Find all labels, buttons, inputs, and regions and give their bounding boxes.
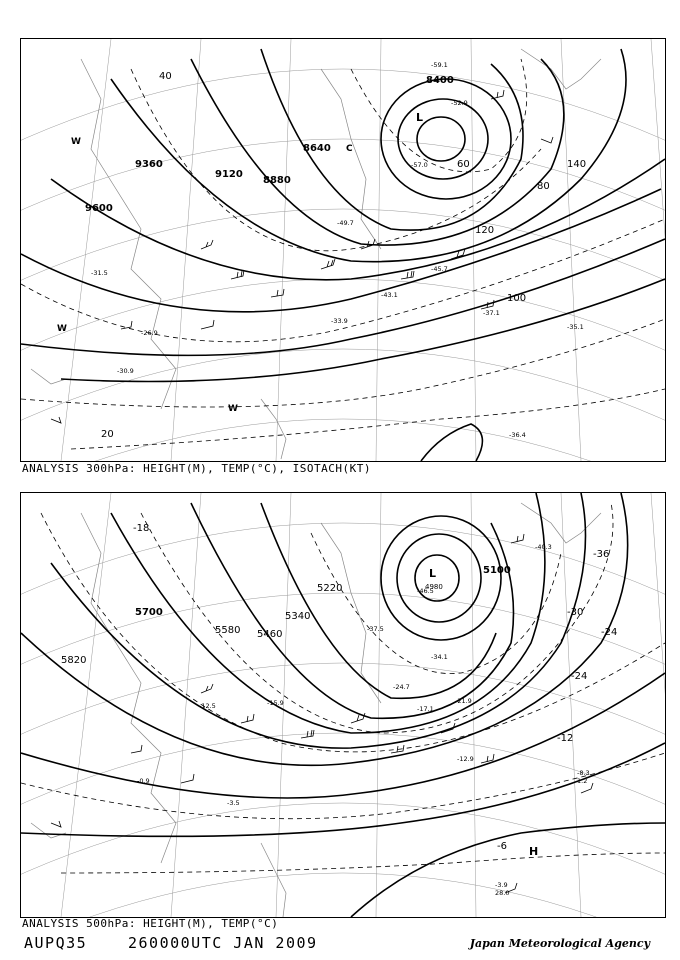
isotach-label: 80	[537, 181, 550, 192]
isotach-label: 100	[507, 293, 527, 304]
height-label: 5700	[135, 607, 163, 618]
temp-label: -36.4	[509, 431, 526, 439]
temp-label: -45.7	[431, 265, 448, 273]
warm-center-marker: W	[71, 137, 81, 147]
temp-label: -37.1	[483, 309, 500, 317]
station-value: -17.1	[417, 705, 434, 713]
station-value: -37.5	[367, 625, 384, 633]
map-500hpa	[20, 492, 666, 918]
station-value: -3.5	[227, 799, 240, 807]
height-contours	[21, 493, 665, 917]
temp-label: -49.7	[337, 219, 354, 227]
height-contours	[21, 49, 665, 461]
temp-contour-label: -24	[571, 671, 588, 682]
temp-contour-label: -36	[593, 549, 610, 560]
height-label: 5460	[257, 629, 283, 640]
station-value: 1.2	[577, 777, 588, 785]
temp-contour-label: -6	[497, 841, 507, 852]
station-value: -34.1	[431, 653, 448, 661]
coastline	[31, 503, 601, 917]
map-500hpa-canvas	[21, 493, 665, 917]
station-value: -0.9	[137, 777, 150, 785]
height-label: 5220	[317, 583, 343, 594]
cold-center-marker: C	[346, 144, 353, 154]
temp-label: -59.1	[431, 61, 448, 69]
warm-center-marker: W	[228, 404, 238, 414]
isotach-label: 40	[159, 71, 172, 82]
graticule	[21, 493, 665, 917]
low-center-marker: L	[416, 111, 424, 124]
pressure-centers	[429, 567, 538, 858]
isotach-label: 140	[567, 159, 587, 170]
map-300hpa	[20, 38, 666, 462]
temperature-contours	[21, 59, 665, 449]
high-center-marker: H	[529, 845, 539, 858]
temp-label: -26.9	[141, 329, 158, 337]
temp-contour-label: -24	[601, 627, 618, 638]
temp-contour-label: -30	[567, 607, 584, 618]
temp-label: -30.9	[117, 367, 134, 375]
height-label: 5820	[61, 655, 87, 666]
map-300hpa-canvas	[21, 39, 665, 461]
station-value: -8.3	[577, 769, 590, 777]
station-value: 28.0	[495, 889, 510, 897]
temp-label: -57.0	[411, 161, 428, 169]
height-label: 5100	[483, 565, 511, 576]
station-value: -24.7	[393, 683, 410, 691]
height-label: 9600	[85, 203, 113, 214]
height-label: 5580	[215, 625, 241, 636]
temp-label: -35.1	[567, 323, 584, 331]
isotach-label: 120	[475, 225, 495, 236]
low-center-marker: L	[429, 567, 437, 580]
temp-label: -31.5	[91, 269, 108, 277]
temp-contour-label: -18	[133, 523, 150, 534]
height-label: 8880	[263, 175, 291, 186]
temp-label: -52.9	[451, 99, 468, 107]
caption-300hpa: ANALYSIS 300hPa: HEIGHT(M), TEMP(°C), ISOTACH(KT)	[22, 462, 372, 475]
station-value: -46.5	[417, 587, 434, 595]
station-value: -21.9	[455, 697, 472, 705]
height-label: 8400	[426, 75, 454, 86]
coastline	[31, 49, 601, 459]
station-value: -3.9	[495, 881, 508, 889]
station-value: -12.9	[457, 755, 474, 763]
temp-label: -33.9	[331, 317, 348, 325]
height-label: 5340	[285, 611, 311, 622]
isotach-label: 20	[101, 429, 114, 440]
warm-center-marker: W	[57, 324, 67, 334]
caption-500hpa: ANALYSIS 500hPa: HEIGHT(M), TEMP(°C)	[22, 917, 279, 930]
height-label: 4980	[425, 583, 443, 591]
temp-label: -43.1	[381, 291, 398, 299]
valid-time: 260000UTC JAN 2009	[128, 934, 318, 952]
station-value: -12.5	[199, 702, 216, 710]
station-value: -40.3	[535, 543, 552, 551]
temp-contour-label: -12	[557, 733, 574, 744]
height-label: 9360	[135, 159, 163, 170]
agency-name: Japan Meteorological Agency	[469, 937, 650, 950]
temperature-contours	[21, 503, 665, 873]
isotach-labels	[101, 71, 586, 440]
pressure-centers	[57, 111, 423, 414]
station-values	[137, 543, 590, 897]
station-value: -15.9	[267, 699, 284, 707]
height-label: 8640	[303, 143, 331, 154]
isotach-label: 60	[457, 159, 470, 170]
height-label: 9120	[215, 169, 243, 180]
chart-id: AUPQ35	[24, 934, 88, 952]
